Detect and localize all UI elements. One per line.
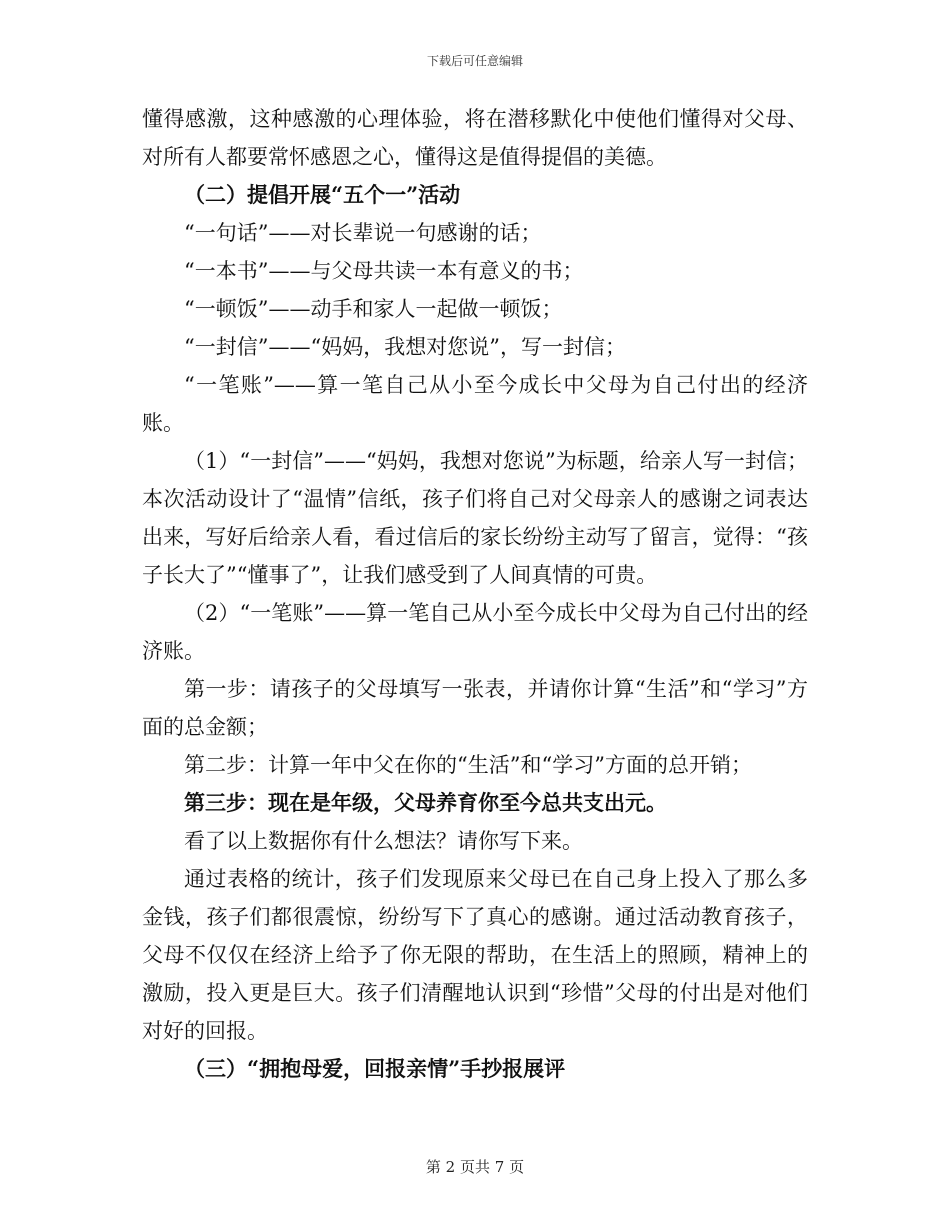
list-item-one-account: “一笔账”——算一笔自己从小至今成长中父母为自己付出的经济账。 [142,373,808,435]
section-heading-five-ones: （二）提倡开展“五个一”活动 [184,182,461,207]
step-three: 第三步：现在是年级，父母养育你至今总共支出元。 [184,790,667,815]
paragraph-statistics-result: 通过表格的统计，孩子们发现原来父母已在自己身上投入了那么多金钱，孩子们都很震惊，纷纷写下了真心的感谢。通过活动教育孩子，父母不仅仅在经济上给予了你无限的帮助，在生活上的照顾，精神上的激励，投入更是巨大。孩子们清醒地认识到“珍惜”父母的付出是对他们对好的回报。 [142,867,808,1043]
paragraph-gratitude-continued: 懂得感激，这种感激的心理体验，将在潜移默化中使他们懂得对父母、对所有人都要常怀感恩之心，懂得这是值得提倡的美德。 [142,107,808,169]
section-heading-handwritten-newspaper: （三）“拥抱母爱，回报亲情”手抄报展评 [184,1056,566,1081]
paragraph-account-activity: （2）“一笔账”——算一笔自己从小至今成长中父母为自己付出的经济账。 [142,601,808,663]
paragraph-write-thoughts: 看了以上数据你有什么想法？请你写下来。 [184,829,583,853]
step-one: 第一步：请孩子的父母填写一张表，并请你计算“生活”和“学习”方面的总金额； [142,677,808,739]
list-item-one-meal: “一顿饭”——动手和家人一起做一顿饭； [184,297,563,321]
list-item-one-letter: “一封信”——“妈妈，我想对您说”，写一封信； [184,335,626,359]
paragraph-letter-activity: （1）“一封信”——“妈妈，我想对您说”为标题，给亲人写一封信；本次活动设计了“温情”信纸，孩子们将自己对父母亲人的感谢之词表达出来，写好后给亲人看，看过信后的家长纷纷主动写了留言，觉得：“孩子长大了”“懂事了”，让我们感受到了人间真情的可贵。 [142,449,808,587]
page-footer-number: 第 2 页共 7 页 [425,1158,525,1176]
document-body [142,100,808,1088]
page-header-note: 下载后可任意编辑 [426,54,523,68]
list-item-one-book: “一本书”——与父母共读一本有意义的书； [184,259,584,283]
step-two: 第二步：计算一年中父在你的“生活”和“学习”方面的总开销； [184,753,752,777]
list-item-one-sentence: “一句话”——对长辈说一句感谢的话； [184,221,542,245]
